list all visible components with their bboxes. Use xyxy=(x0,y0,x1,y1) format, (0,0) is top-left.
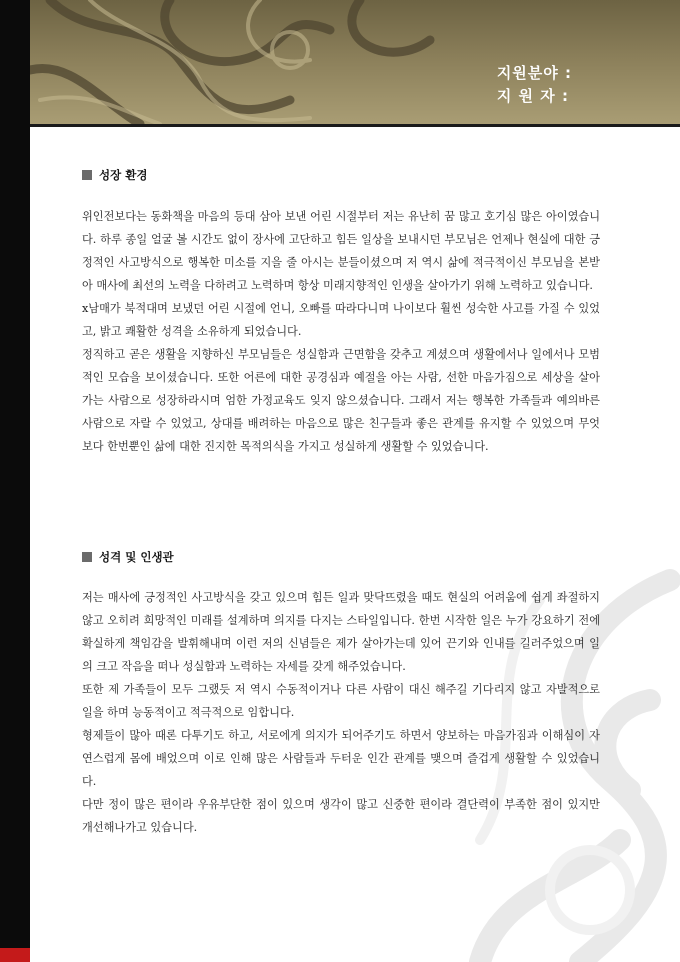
paragraph: 저는 매사에 긍정적인 사고방식을 갖고 있으며 힘든 일과 맞닥뜨렸을 때도 현실의 어려움에 쉽게 좌절하지 않고 오히려 희망적인 미래를 설계하며 의지를 다지는 스타일입니다. 한번 시작한 일은 누가 강요하기 전에 확실하게 책임감을 발휘해내며 이런 저의 신념들은 제가 살아가는데 있어 끈기와 인내를 길러주었으며 일의 크고 작음을 떠나 성실함과 노력하는 자세를 갖게 해주었습니다. xyxy=(82,591,600,673)
field-label: 지원분야 : xyxy=(496,64,572,82)
applicant-info xyxy=(497,62,572,108)
paragraph: 위인전보다는 동화책을 마음의 등대 삼아 보낸 어린 시절부터 저는 유난히 꿈 많고 호기심 많은 아이였습니다. 하루 종일 얼굴 볼 시간도 없이 장사에 고단하고 힘든 일상을 보내시던 부모님은 언제나 현실에 대한 긍정적인 사고방식으로 행복한 미소를 지을 줄 아시는 분들이셨으며 저 역시 삶에 적극적이신 부모님을 본받아 매사에 최선의 노력을 다하려고 노력하며 항상 미래지향적인 인생을 살아가기 위해 노력하고 있습니다. xyxy=(82,210,600,292)
left-border-bar xyxy=(0,0,30,962)
section-heading-growth xyxy=(82,167,147,183)
left-border-accent xyxy=(0,948,30,962)
square-bullet-icon xyxy=(82,552,92,562)
header-divider xyxy=(30,124,680,127)
applicant-label: 지 원 자 : xyxy=(496,87,569,105)
section-title-text: 성격 및 인생관 xyxy=(99,550,174,564)
section-body-growth xyxy=(82,205,600,458)
paragraph: 정직하고 곧은 생활을 지향하신 부모님들은 성실함과 근면함을 갖추고 계셨으며 생활에서나 일에서나 모범적인 모습을 보이셨습니다. 또한 어른에 대한 공경심과 예절을 아는 사람, 선한 마음가짐으로 세상을 살아가는 사람으로 성장하라시며 엄한 가정교육도 잊지 않으셨습니다. 그래서 저는 행복한 가족들과 예의바른 사람으로 자랄 수 있었고, 상대를 배려하는 마음으로 많은 친구들과 좋은 관계를 유지할 수 있었으며 무엇보다 한번뿐인 삶에 대한 진지한 목적의식을 가지고 성실하게 생활할 수 있었습니다. xyxy=(82,348,600,453)
paragraph: x남매가 북적대며 보냈던 어린 시절에 언니, 오빠를 따라다니며 나이보다 훨씬 성숙한 사고를 가질 수 있었고, 밝고 쾌활한 성격을 소유하게 되었습니다. xyxy=(82,302,600,338)
page-header-banner xyxy=(30,0,680,124)
section-title-text: 성장 환경 xyxy=(99,168,148,182)
paragraph: 다만 정이 많은 편이라 우유부단한 점이 있으며 생각이 많고 신중한 편이라 결단력이 부족한 점이 있지만 개선해나가고 있습니다. xyxy=(82,798,600,834)
section-heading-personality xyxy=(82,549,174,565)
paragraph: 형제들이 많아 때론 다투기도 하고, 서로에게 의지가 되어주기도 하면서 양보하는 마음가짐과 이해심이 자연스럽게 몸에 배었으며 이로 인해 많은 사람들과 두터운 인간 관계를 맺으며 즐겁게 생활할 수 있었습니다. xyxy=(82,729,600,788)
section-body-personality xyxy=(82,586,600,839)
header-swirl-ornament xyxy=(30,0,680,124)
paragraph: 또한 제 가족들이 모두 그랬듯 저 역시 수동적이거나 다른 사람이 대신 해주길 기다리지 않고 자발적으로 일을 하며 능동적이고 적극적으로 임합니다. xyxy=(82,683,600,719)
square-bullet-icon xyxy=(82,170,92,180)
